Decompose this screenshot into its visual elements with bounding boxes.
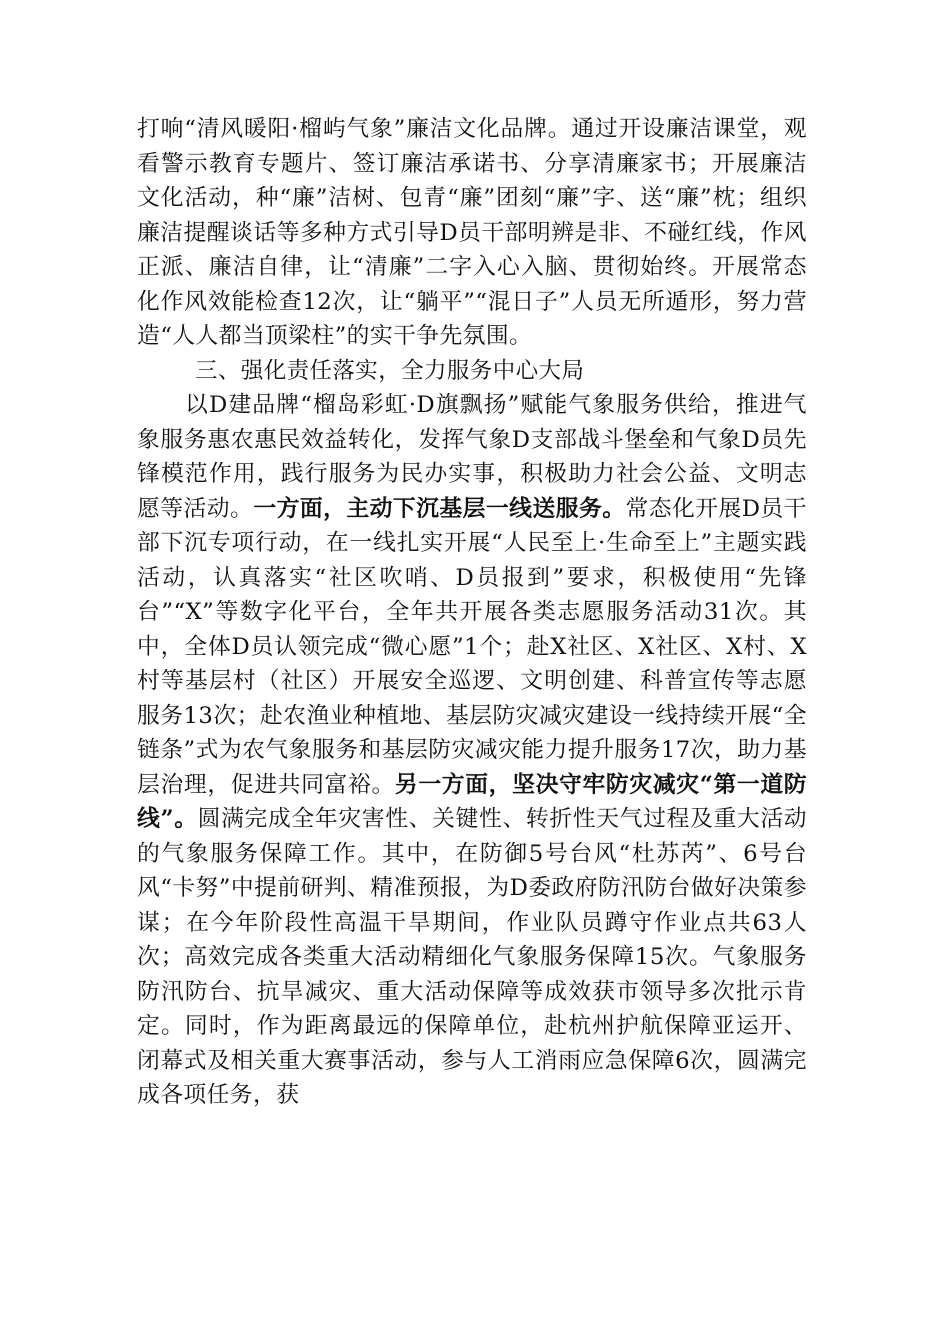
paragraph-service-middle: 常态化开展D员干部下沉专项行动，在一线扎实开展“人民至上·生命至上”主题实践活动，认真落实“社区吹哨、D员报到”要求，积极使用“先锋台”“X”等数字化平台，全年共开展各类志愿服务活动31次。其中，全体D员认领完成“微心愿”1个；赴X社区、X社区、X村、X村等基层村（社区）开展安全巡逻、文明创建、科普宣传等志愿服务13次；赴农渔业种植地、基层防灾减灾建设一线持续开展“全链条”式为农气象服务和基层防灾减灾能力提升服务17次，助力基层治理，促进共同富裕。 [137, 495, 808, 798]
bold-lead-disaster-prevention: 另一方面，坚决守牢防灾减灾“第一道防线”。 [137, 771, 807, 832]
bold-lead-grassroots: 一方面，主动下沉基层一线送服务。 [253, 495, 626, 522]
paragraph-service-end: 圆满完成全年灾害性、关键性、转折性天气过程及重大活动的气象服务保障工作。其中，在防御5号台风“杜苏芮”、6号台风“卡努”中提前研判、精准预报，为D委政府防汛防台做好决策参谋；在今年阶段性高温干旱期间，作业队员蹲守作业点共63人次；高效完成各类重大活动精细化气象服务保障15次。气象服务防汛防台、抗旱减灾、重大活动保障等成效获市领导多次批示肯定。同时，作为距离最远的保障单位，赴杭州护航保障亚运开、闭幕式及相关重大赛事活动，参与人工消雨应急保障6次，圆满完成各项任务，获 [137, 806, 807, 1108]
paragraph-service-intro: 以D建品牌“榴岛彩虹·D旗飘扬”赋能气象服务供给，推进气象服务惠农惠民效益转化，发挥气象D支部战斗堡垒和气象D员先锋模范作用，践行服务为民办实事，积极助力社会公益、文明志愿等活动。 [137, 392, 807, 522]
paragraph-integrity-culture: 打响“清风暖阳·榴屿气象”廉洁文化品牌。通过开设廉洁课堂，观看警示教育专题片、签订廉洁承诺书、分享清廉家书；开展廉洁文化活动，种“廉”洁树、包青“廉”团刻“廉”字、送“廉”枕；组织廉洁提醒谈话等多种方式引导D员干部明辨是非、不碰红线，作风正派、廉洁自律，让“清廉”二字入心入脑、贯彻始终。开展常态化作风效能检查12次，让“躺平”“混日子”人员无所遁形，努力营造“人人都当顶梁柱”的实干争先氛围。 [137, 116, 807, 349]
document-body [137, 112, 807, 1113]
section-heading-3: 三、强化责任落实，全力服务中心大局 [195, 357, 585, 384]
paragraph-service [137, 388, 807, 1113]
